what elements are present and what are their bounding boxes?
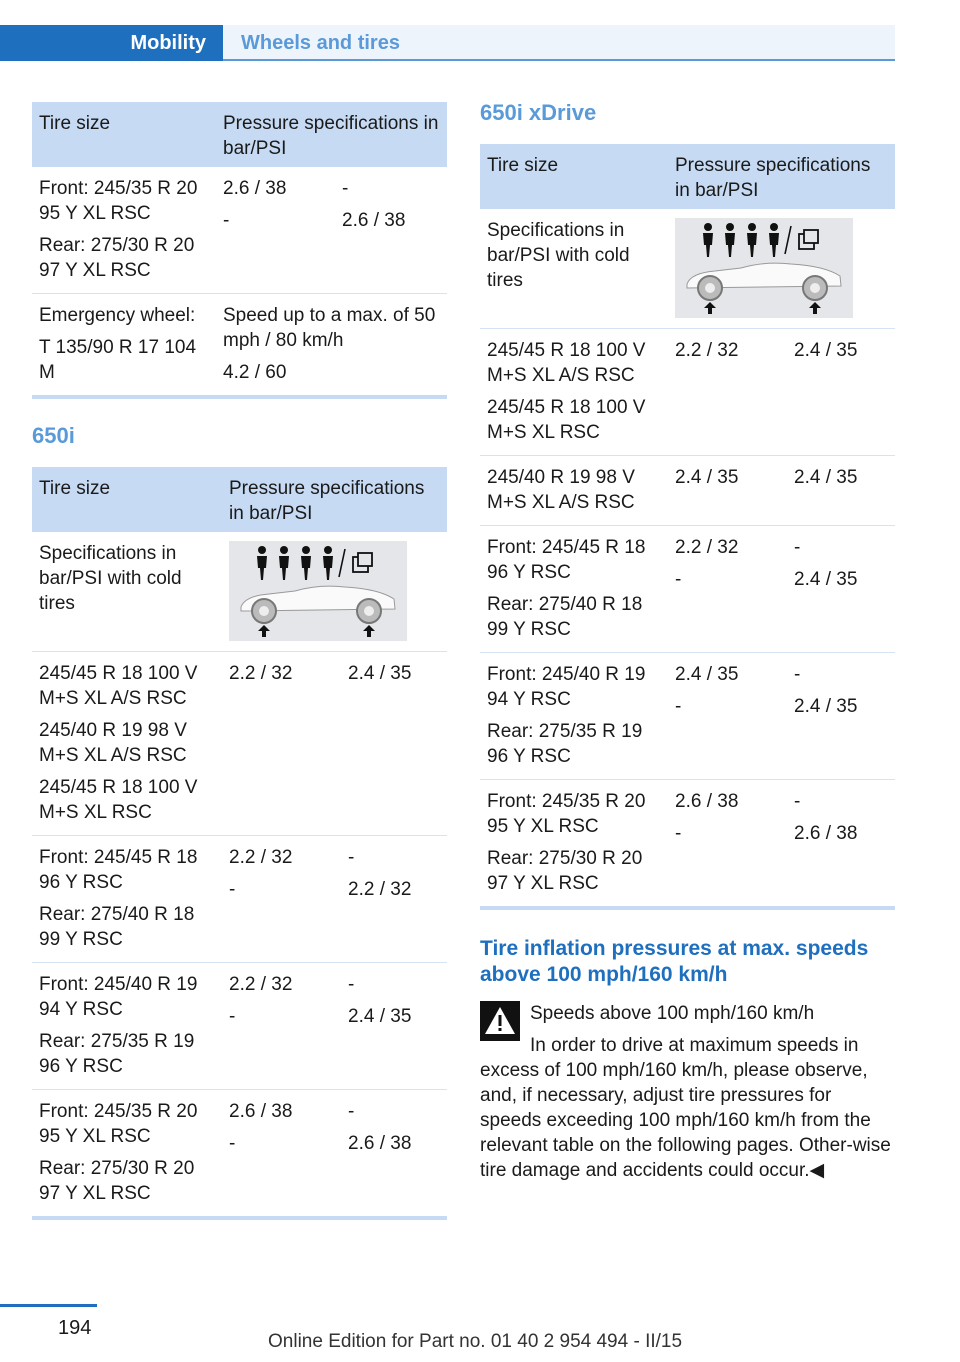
pressure-value: - bbox=[794, 664, 801, 685]
pressure-cell bbox=[222, 1090, 341, 1219]
pressure-value: 2.4 / 35 bbox=[675, 664, 739, 685]
pressure-cell bbox=[787, 526, 895, 653]
tire-table-continued bbox=[32, 102, 447, 399]
warning-heading: Speeds above 100 mph/160 km/h bbox=[530, 1003, 815, 1024]
header-pressure: Pressure specifications in bar/PSI bbox=[216, 102, 447, 167]
table-row bbox=[480, 329, 895, 456]
tire-size-line: Rear: 275/40 R 18 99 Y RSC bbox=[39, 904, 195, 950]
warning-triangle-icon bbox=[480, 1001, 520, 1041]
header-pressure: Pressure specifications in bar/PSI bbox=[668, 144, 895, 209]
tire-table-650i bbox=[32, 467, 447, 1220]
table-header-row bbox=[32, 467, 447, 532]
pressure-value: 2.4 / 35 bbox=[794, 467, 858, 488]
table-row bbox=[480, 456, 895, 526]
table-row bbox=[32, 294, 447, 398]
tire-size-cell bbox=[32, 1090, 222, 1219]
section-title-650i: 650i bbox=[32, 423, 75, 448]
pressure-value: Speed up to a max. of 50 mph / 80 km/h bbox=[223, 305, 436, 351]
pressure-value: - bbox=[229, 1006, 236, 1027]
page-header bbox=[0, 25, 895, 61]
table-row bbox=[480, 653, 895, 780]
pressure-value: 2.2 / 32 bbox=[348, 879, 412, 900]
pressure-cell bbox=[335, 167, 447, 294]
tire-size-cell bbox=[32, 294, 216, 398]
pressure-value: 2.6 / 38 bbox=[675, 791, 739, 812]
tire-size-cell bbox=[32, 963, 222, 1090]
pressure-cell bbox=[216, 294, 447, 398]
pressure-cell bbox=[668, 456, 787, 526]
pressure-value: - bbox=[223, 210, 230, 231]
pressure-cell bbox=[222, 836, 341, 963]
tire-size-line: Rear: 275/35 R 19 96 Y RSC bbox=[39, 1031, 195, 1077]
pressure-cell bbox=[341, 1090, 447, 1219]
pressure-value: 2.6 / 38 bbox=[348, 1133, 412, 1154]
right-column bbox=[480, 100, 895, 1183]
tire-size-line: 245/40 R 19 98 V M+S XL A/S RSC bbox=[39, 720, 187, 766]
tire-size-line: Rear: 275/40 R 18 99 Y RSC bbox=[487, 594, 643, 640]
pressure-value: 2.2 / 32 bbox=[229, 847, 293, 868]
tire-size-line: Front: 245/35 R 20 95 Y XL RSC bbox=[39, 1101, 198, 1147]
header-tire-size: Tire size bbox=[480, 144, 668, 209]
footer-rule bbox=[0, 1304, 97, 1307]
cold-tires-label: Specifications in bar/PSI with cold tires bbox=[32, 532, 222, 652]
tire-size-line: Front: 245/45 R 18 96 Y RSC bbox=[39, 847, 198, 893]
pressure-value: 2.4 / 35 bbox=[794, 696, 858, 717]
pressure-value: - bbox=[229, 879, 236, 900]
tire-size-cell bbox=[32, 836, 222, 963]
table-header-row bbox=[32, 102, 447, 167]
pressure-cell bbox=[341, 652, 447, 836]
tire-size-line: 245/45 R 18 100 V M+S XL RSC bbox=[39, 777, 198, 823]
pressure-value: 2.6 / 38 bbox=[342, 210, 406, 231]
pressure-value: - bbox=[348, 1101, 355, 1122]
pressure-cell bbox=[668, 526, 787, 653]
pressure-value: - bbox=[794, 537, 801, 558]
load-diagram-cell bbox=[222, 532, 447, 652]
tire-size-cell bbox=[480, 780, 668, 909]
table-header-row bbox=[480, 144, 895, 209]
pressure-cell bbox=[787, 456, 895, 526]
table-row bbox=[32, 652, 447, 836]
tire-size-cell bbox=[32, 652, 222, 836]
pressure-cell bbox=[668, 329, 787, 456]
pressure-value: 2.2 / 32 bbox=[675, 340, 739, 361]
pressure-value: 2.6 / 38 bbox=[229, 1101, 293, 1122]
tire-size-line: 245/40 R 19 98 V M+S XL A/S RSC bbox=[487, 467, 635, 513]
pressure-value: 2.4 / 35 bbox=[348, 1006, 412, 1027]
tire-size-cell bbox=[480, 456, 668, 526]
table-row bbox=[32, 532, 447, 652]
header-section: Mobility bbox=[0, 25, 223, 61]
tire-size-line: Front: 245/45 R 18 96 Y RSC bbox=[487, 537, 646, 583]
pressure-cell bbox=[222, 652, 341, 836]
tire-size-line: Rear: 275/30 R 20 97 Y XL RSC bbox=[487, 848, 643, 894]
pressure-value: 2.4 / 35 bbox=[794, 569, 858, 590]
pressure-value: - bbox=[794, 791, 801, 812]
tire-size-cell bbox=[480, 526, 668, 653]
pressure-cell bbox=[787, 780, 895, 909]
tire-size-cell bbox=[32, 167, 216, 294]
occupants-luggage-car-icon bbox=[675, 218, 853, 318]
pressure-cell bbox=[787, 329, 895, 456]
tire-size-line: Rear: 275/30 R 20 97 Y XL RSC bbox=[39, 235, 195, 281]
edition-note: Online Edition for Part no. 01 40 2 954 494 - II/15 bbox=[268, 1331, 683, 1352]
load-diagram-cell bbox=[668, 209, 895, 329]
pressure-cell bbox=[787, 653, 895, 780]
pressure-value: 2.2 / 32 bbox=[229, 974, 293, 995]
tire-size-line: 245/45 R 18 100 V M+S XL RSC bbox=[487, 397, 646, 443]
tire-size-line: 245/45 R 18 100 V M+S XL A/S RSC bbox=[39, 663, 198, 709]
table-row bbox=[32, 1090, 447, 1219]
pressure-value: 2.2 / 32 bbox=[229, 663, 293, 684]
pressure-cell bbox=[222, 963, 341, 1090]
page-number: 194 bbox=[58, 1317, 92, 1339]
tire-size-line: Rear: 275/30 R 20 97 Y XL RSC bbox=[39, 1158, 195, 1204]
tire-size-line: T 135/90 R 17 104 M bbox=[39, 337, 197, 383]
tire-size-line: 245/45 R 18 100 V M+S XL A/S RSC bbox=[487, 340, 646, 386]
table-row bbox=[480, 209, 895, 329]
pressure-value: - bbox=[348, 847, 355, 868]
pressure-value: 2.4 / 35 bbox=[675, 467, 739, 488]
pressure-value: - bbox=[342, 178, 349, 199]
tire-table-650i-xdrive bbox=[480, 144, 895, 910]
occupants-luggage-car-icon bbox=[229, 541, 407, 641]
pressure-value: - bbox=[229, 1133, 236, 1154]
pressure-value: 2.6 / 38 bbox=[794, 823, 858, 844]
tire-size-line: Front: 245/35 R 20 95 Y XL RSC bbox=[487, 791, 646, 837]
pressure-cell bbox=[668, 780, 787, 909]
header-tire-size: Tire size bbox=[32, 467, 222, 532]
pressure-value: 4.2 / 60 bbox=[223, 362, 287, 383]
section-title-max-speed: Tire inflation pressures at max. speeds above 100 mph/160 km/h bbox=[480, 937, 869, 986]
pressure-cell bbox=[341, 963, 447, 1090]
table-row bbox=[32, 167, 447, 294]
pressure-value: - bbox=[675, 696, 682, 717]
section-title-650i-xdrive: 650i xDrive bbox=[480, 100, 597, 125]
table-row bbox=[32, 963, 447, 1090]
tire-size-line: Emergency wheel: bbox=[39, 305, 196, 326]
pressure-cell bbox=[668, 653, 787, 780]
pressure-cell bbox=[341, 836, 447, 963]
header-pressure: Pressure specifications in bar/PSI bbox=[222, 467, 447, 532]
cold-tires-label: Specifications in bar/PSI with cold tires bbox=[480, 209, 668, 329]
table-row bbox=[480, 526, 895, 653]
tire-size-line: Front: 245/35 R 20 95 Y XL RSC bbox=[39, 178, 198, 224]
warning-text: In order to drive at maximum speeds in excess of 100 mph/160 km/h, please observe, and, if necessary, adjust tire pressures for speeds exceeding 100 mph/160 km/h from the relevant table on the following pages. Other‐wise tire damage and accidents could occur.◀ bbox=[480, 1035, 891, 1181]
tire-size-line: Rear: 275/35 R 19 96 Y RSC bbox=[487, 721, 643, 767]
tire-size-line: Front: 245/40 R 19 94 Y RSC bbox=[487, 664, 646, 710]
tire-size-line: Front: 245/40 R 19 94 Y RSC bbox=[39, 974, 198, 1020]
tire-size-cell bbox=[480, 329, 668, 456]
pressure-value: 2.6 / 38 bbox=[223, 178, 287, 199]
pressure-value: - bbox=[348, 974, 355, 995]
header-underline bbox=[223, 59, 895, 61]
header-chapter: Wheels and tires bbox=[223, 25, 895, 61]
pressure-value: - bbox=[675, 823, 682, 844]
pressure-value: 2.4 / 35 bbox=[794, 340, 858, 361]
pressure-value: 2.4 / 35 bbox=[348, 663, 412, 684]
pressure-cell bbox=[216, 167, 335, 294]
left-column bbox=[32, 102, 447, 1220]
header-tire-size: Tire size bbox=[32, 102, 216, 167]
tire-size-cell bbox=[480, 653, 668, 780]
warning-block bbox=[480, 1001, 895, 1183]
table-row bbox=[480, 780, 895, 909]
pressure-value: 2.2 / 32 bbox=[675, 537, 739, 558]
pressure-value: - bbox=[675, 569, 682, 590]
table-row bbox=[32, 836, 447, 963]
